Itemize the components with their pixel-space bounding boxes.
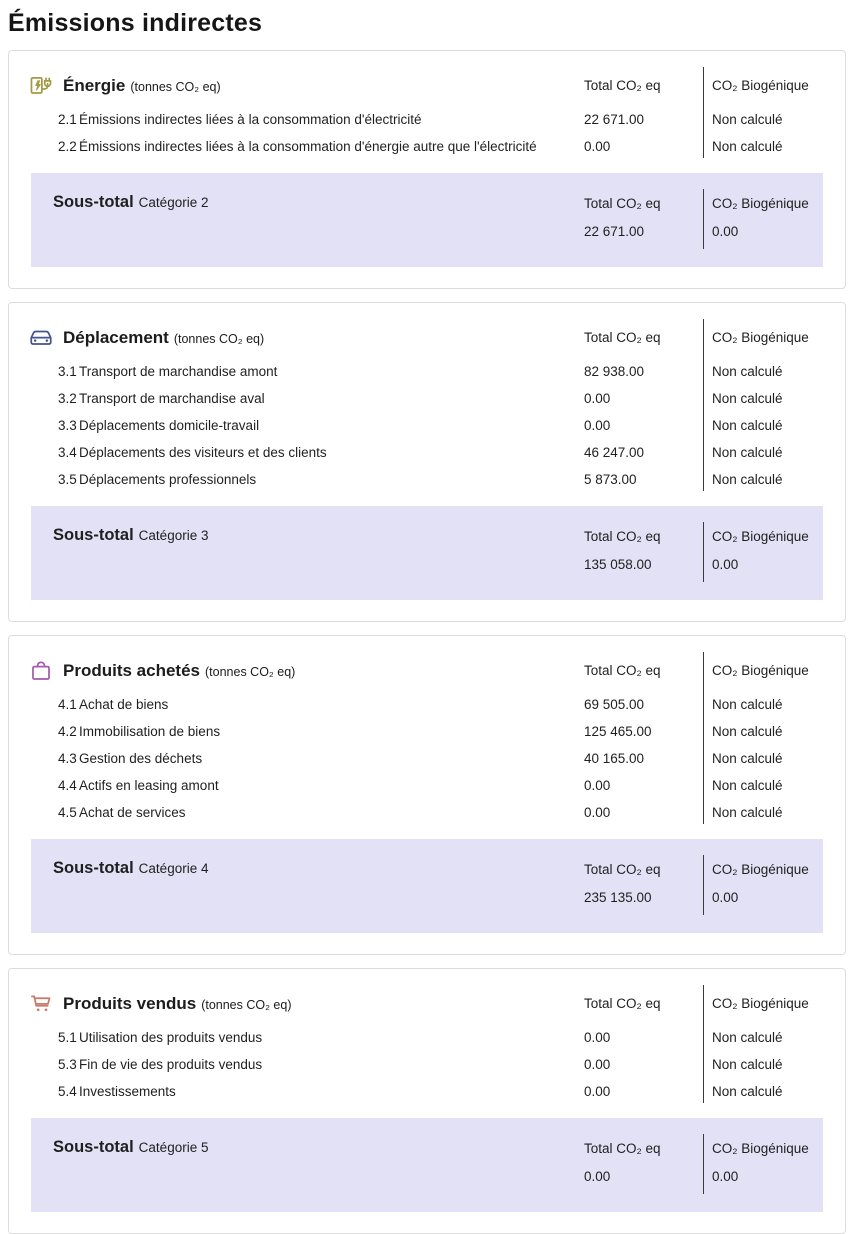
subtotal-band — [31, 839, 823, 933]
subtotal-category: Catégorie 3 — [138, 528, 209, 543]
row-biogenic-value: Non calculé — [712, 112, 783, 127]
row-biogenic-value: Non calculé — [712, 139, 783, 154]
row-number: 2.2 — [58, 139, 77, 154]
subtotal-band — [31, 1118, 823, 1212]
subtotal-category: Catégorie 2 — [138, 195, 209, 210]
row-biogenic-value: Non calculé — [712, 778, 783, 793]
column-total-header: Total CO₂ eq — [584, 330, 661, 345]
category-title: Déplacement (tonnes CO₂ eq) — [63, 328, 265, 347]
row-biogenic-value: Non calculé — [712, 697, 783, 712]
charging-station-icon — [27, 73, 55, 99]
car-icon — [27, 325, 55, 351]
category-unit: (tonnes CO₂ eq) — [173, 332, 265, 346]
category-title: Produits achetés (tonnes CO₂ eq) — [63, 661, 296, 680]
row-total-value: 82 938.00 — [584, 364, 645, 379]
row-label: Déplacements domicile-travail — [79, 418, 260, 433]
category-card-deplacement — [8, 302, 846, 622]
row-total-value: 0.00 — [584, 1084, 611, 1099]
table-row — [9, 106, 845, 133]
row-number: 5.1 — [58, 1030, 77, 1045]
row-total-value: 46 247.00 — [584, 445, 645, 460]
row-label: Achat de services — [79, 805, 186, 820]
row-label: Actifs en leasing amont — [79, 778, 219, 793]
subtotal-biogenic-value: 0.00 — [712, 224, 739, 239]
row-total-value: 0.00 — [584, 1057, 611, 1072]
table-row — [9, 1024, 845, 1051]
row-number: 3.4 — [58, 445, 77, 460]
table-row — [9, 466, 845, 493]
row-number: 5.4 — [58, 1084, 77, 1099]
shopping-bag-icon — [27, 658, 55, 684]
row-total-value: 0.00 — [584, 418, 611, 433]
category-card-energie — [8, 50, 846, 289]
row-biogenic-value: Non calculé — [712, 391, 783, 406]
column-biogenic-header: CO₂ Biogénique — [712, 196, 809, 211]
row-biogenic-value: Non calculé — [712, 445, 783, 460]
row-label: Transport de marchandise aval — [79, 391, 265, 406]
table-row — [9, 745, 845, 772]
row-total-value: 0.00 — [584, 391, 611, 406]
row-total-value: 22 671.00 — [584, 112, 645, 127]
table-row — [9, 691, 845, 718]
subtotal-title: Sous-total Catégorie 2 — [53, 193, 209, 211]
row-biogenic-value: Non calculé — [712, 418, 783, 433]
category-card-produits-vendus — [8, 968, 846, 1234]
page-title: Émissions indirectes — [8, 9, 263, 37]
row-label: Achat de biens — [79, 697, 169, 712]
row-label: Déplacements des visiteurs et des clients — [79, 445, 327, 460]
category-card-produits-achetes — [8, 635, 846, 955]
column-total-header: Total CO₂ eq — [584, 996, 661, 1011]
row-biogenic-value: Non calculé — [712, 724, 783, 739]
subtotal-category: Catégorie 4 — [138, 861, 209, 876]
table-row — [9, 799, 845, 826]
subtotal-band — [31, 506, 823, 600]
column-biogenic-header: CO₂ Biogénique — [712, 78, 809, 93]
row-number: 4.3 — [58, 751, 77, 766]
table-row — [9, 718, 845, 745]
category-title: Énergie (tonnes CO₂ eq) — [63, 76, 221, 95]
row-biogenic-value: Non calculé — [712, 1030, 783, 1045]
row-label: Transport de marchandise amont — [79, 364, 278, 379]
subtotal-category: Catégorie 5 — [138, 1140, 209, 1155]
subtotal-biogenic-value: 0.00 — [712, 1169, 739, 1184]
row-total-value: 40 165.00 — [584, 751, 645, 766]
row-total-value: 125 465.00 — [584, 724, 652, 739]
column-divider — [703, 189, 704, 249]
row-label: Fin de vie des produits vendus — [79, 1057, 263, 1072]
column-biogenic-header: CO₂ Biogénique — [712, 330, 809, 345]
row-total-value: 0.00 — [584, 778, 611, 793]
row-label: Déplacements professionnels — [79, 472, 257, 487]
row-biogenic-value: Non calculé — [712, 472, 783, 487]
table-row — [9, 385, 845, 412]
row-number: 2.1 — [58, 112, 77, 127]
column-biogenic-header: CO₂ Biogénique — [712, 862, 809, 877]
table-row — [9, 133, 845, 160]
column-total-header: Total CO₂ eq — [584, 529, 661, 544]
column-biogenic-header: CO₂ Biogénique — [712, 529, 809, 544]
row-number: 4.5 — [58, 805, 77, 820]
column-total-header: Total CO₂ eq — [584, 663, 661, 678]
row-number: 3.5 — [58, 472, 77, 487]
subtotal-title: Sous-total Catégorie 4 — [53, 859, 209, 877]
row-number: 4.2 — [58, 724, 77, 739]
row-total-value: 0.00 — [584, 1030, 611, 1045]
subtotal-total-value: 22 671.00 — [584, 224, 645, 239]
row-total-value: 0.00 — [584, 139, 611, 154]
row-number: 3.3 — [58, 418, 77, 433]
table-row — [9, 358, 845, 385]
shopping-cart-icon — [27, 991, 55, 1017]
table-row — [9, 1078, 845, 1105]
row-biogenic-value: Non calculé — [712, 364, 783, 379]
subtotal-title: Sous-total Catégorie 5 — [53, 1138, 209, 1156]
category-unit: (tonnes CO₂ eq) — [130, 80, 221, 94]
row-label: Gestion des déchets — [79, 751, 203, 766]
row-number: 4.1 — [58, 697, 77, 712]
row-biogenic-value: Non calculé — [712, 1057, 783, 1072]
row-number: 3.1 — [58, 364, 77, 379]
category-unit: (tonnes CO₂ eq) — [201, 998, 292, 1012]
column-total-header: Total CO₂ eq — [584, 1141, 661, 1156]
column-biogenic-header: CO₂ Biogénique — [712, 663, 809, 678]
category-title: Produits vendus (tonnes CO₂ eq) — [63, 994, 292, 1013]
column-total-header: Total CO₂ eq — [584, 78, 661, 93]
row-label: Émissions indirectes liées à la consommation d'énergie autre que l'électricité — [79, 139, 537, 154]
row-number: 5.3 — [58, 1057, 77, 1072]
subtotal-biogenic-value: 0.00 — [712, 557, 739, 572]
row-biogenic-value: Non calculé — [712, 1084, 783, 1099]
subtotal-total-value: 0.00 — [584, 1169, 611, 1184]
column-total-header: Total CO₂ eq — [584, 196, 661, 211]
column-divider — [703, 1134, 704, 1194]
column-total-header: Total CO₂ eq — [584, 862, 661, 877]
column-biogenic-header: CO₂ Biogénique — [712, 996, 809, 1011]
column-divider — [703, 522, 704, 582]
row-label: Émissions indirectes liées à la consommation d'électricité — [79, 112, 422, 127]
subtotal-total-value: 135 058.00 — [584, 557, 652, 572]
category-unit: (tonnes CO₂ eq) — [205, 665, 296, 679]
row-label: Immobilisation de biens — [79, 724, 221, 739]
table-row — [9, 1051, 845, 1078]
row-label: Investissements — [79, 1084, 176, 1099]
table-row — [9, 412, 845, 439]
subtotal-title: Sous-total Catégorie 3 — [53, 526, 209, 544]
table-row — [9, 439, 845, 466]
row-biogenic-value: Non calculé — [712, 805, 783, 820]
subtotal-biogenic-value: 0.00 — [712, 890, 739, 905]
subtotal-band — [31, 173, 823, 267]
row-total-value: 69 505.00 — [584, 697, 645, 712]
table-row — [9, 772, 845, 799]
subtotal-total-value: 235 135.00 — [584, 890, 652, 905]
column-divider — [703, 855, 704, 915]
row-number: 3.2 — [58, 391, 77, 406]
row-biogenic-value: Non calculé — [712, 751, 783, 766]
row-number: 4.4 — [58, 778, 77, 793]
row-total-value: 5 873.00 — [584, 472, 637, 487]
row-label: Utilisation des produits vendus — [79, 1030, 263, 1045]
column-biogenic-header: CO₂ Biogénique — [712, 1141, 809, 1156]
row-total-value: 0.00 — [584, 805, 611, 820]
